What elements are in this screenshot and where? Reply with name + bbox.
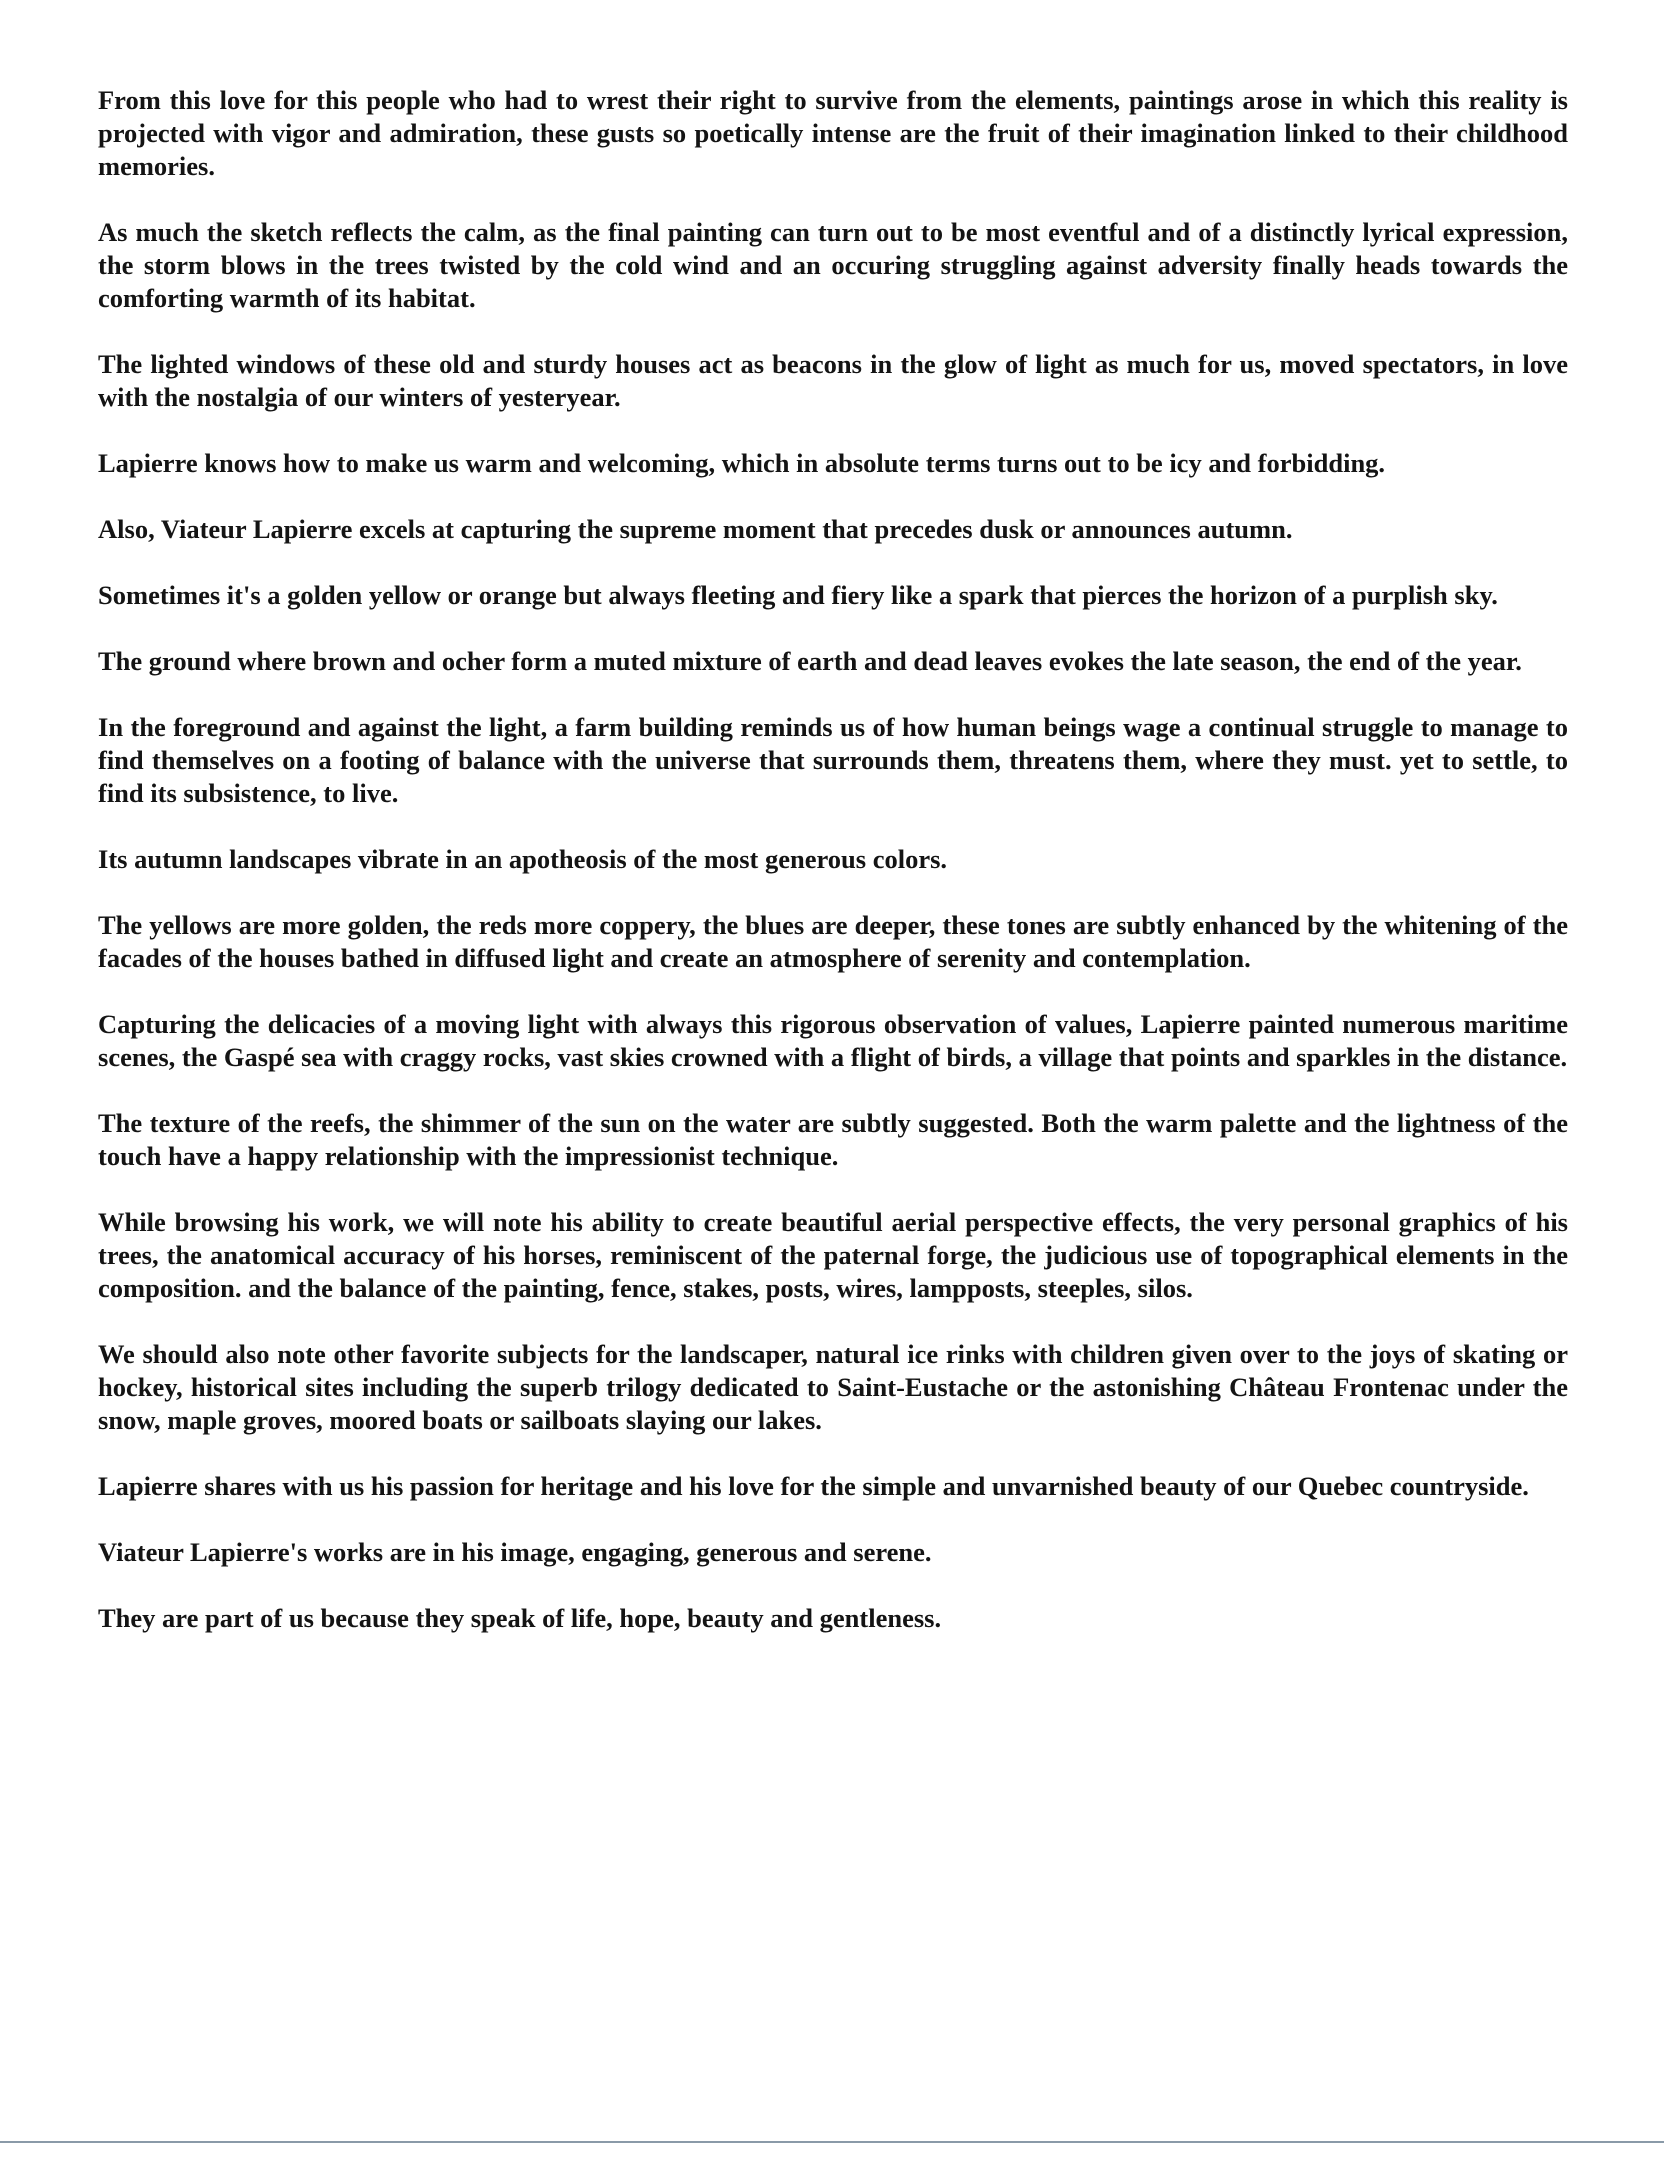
paragraph-5: Also, Viateur Lapierre excels at capturing the supreme moment that precedes dusk or announces autumn. (98, 514, 1293, 544)
paragraph-11: Capturing the delicacies of a moving light with always this rigorous observation of values, Lapierre painted numerous maritime scenes, the Gaspé sea with craggy rocks, vast skies crowned with a flight of birds, a village that points and sparkles in the distance. (98, 1009, 1568, 1072)
paragraph-6: Sometimes it's a golden yellow or orange but always fleeting and fiery like a spark that pierces the horizon of a purplish sky. (98, 580, 1498, 610)
bottom-rule (0, 2141, 1664, 2143)
paragraph-17: They are part of us because they speak of life, hope, beauty and gentleness. (98, 1603, 942, 1633)
paragraph-8: In the foreground and against the light, a farm building reminds us of how human beings wage a continual struggle to manage to find themselves on a footing of balance with the universe that surrounds them, threatens them, where they must. yet to settle, to find its subsistence, to live. (98, 712, 1568, 808)
paragraph-4: Lapierre knows how to make us warm and welcoming, which in absolute terms turns out to be icy and forbidding. (98, 448, 1386, 478)
paragraph-7: The ground where brown and ocher form a muted mixture of earth and dead leaves evokes the late season, the end of the year. (98, 646, 1522, 676)
paragraph-13: While browsing his work, we will note his ability to create beautiful aerial perspective effects, the very personal graphics of his trees, the anatomical accuracy of his horses, reminiscent of the paternal forge, the judicious use of topographical elements in the composition. and the balance of the painting, fence, stakes, posts, wires, lampposts, steeples, silos. (98, 1207, 1568, 1303)
paragraph-14: We should also note other favorite subjects for the landscaper, natural ice rinks with children given over to the joys of skating or hockey, historical sites including the superb trilogy dedicated to Saint-Eustache or the astonishing Château Frontenac under the snow, maple groves, moored boats or sailboats slaying our lakes. (98, 1339, 1568, 1435)
paragraph-16: Viateur Lapierre's works are in his image, engaging, generous and serene. (98, 1537, 932, 1567)
paragraph-2: As much the sketch reflects the calm, as the final painting can turn out to be most eventful and of a distinctly lyrical expression, the storm blows in the trees twisted by the cold wind and an occuring struggling against adversity finally heads towards the comforting warmth of its habitat. (98, 217, 1568, 313)
paragraph-9: Its autumn landscapes vibrate in an apotheosis of the most generous colors. (98, 844, 948, 874)
paragraph-10: The yellows are more golden, the reds more coppery, the blues are deeper, these tones are subtly enhanced by the whitening of the facades of the houses bathed in diffused light and create an atmosphere of serenity and contemplation. (98, 910, 1568, 973)
paragraph-12: The texture of the reefs, the shimmer of the sun on the water are subtly suggested. Both the warm palette and the lightness of the touch have a happy relationship with the impressionist technique. (98, 1108, 1568, 1171)
text-column (98, 84, 1568, 1668)
paragraph-15: Lapierre shares with us his passion for heritage and his love for the simple and unvarnished beauty of our Quebec countryside. (98, 1471, 1529, 1501)
paragraph-3: The lighted windows of these old and sturdy houses act as beacons in the glow of light as much for us, moved spectators, in love with the nostalgia of our winters of yesteryear. (98, 349, 1568, 412)
paragraph-1: From this love for this people who had to wrest their right to survive from the elements, paintings arose in which this reality is projected with vigor and admiration, these gusts so poetically intense are the fruit of their imagination linked to their childhood memories. (98, 85, 1568, 181)
